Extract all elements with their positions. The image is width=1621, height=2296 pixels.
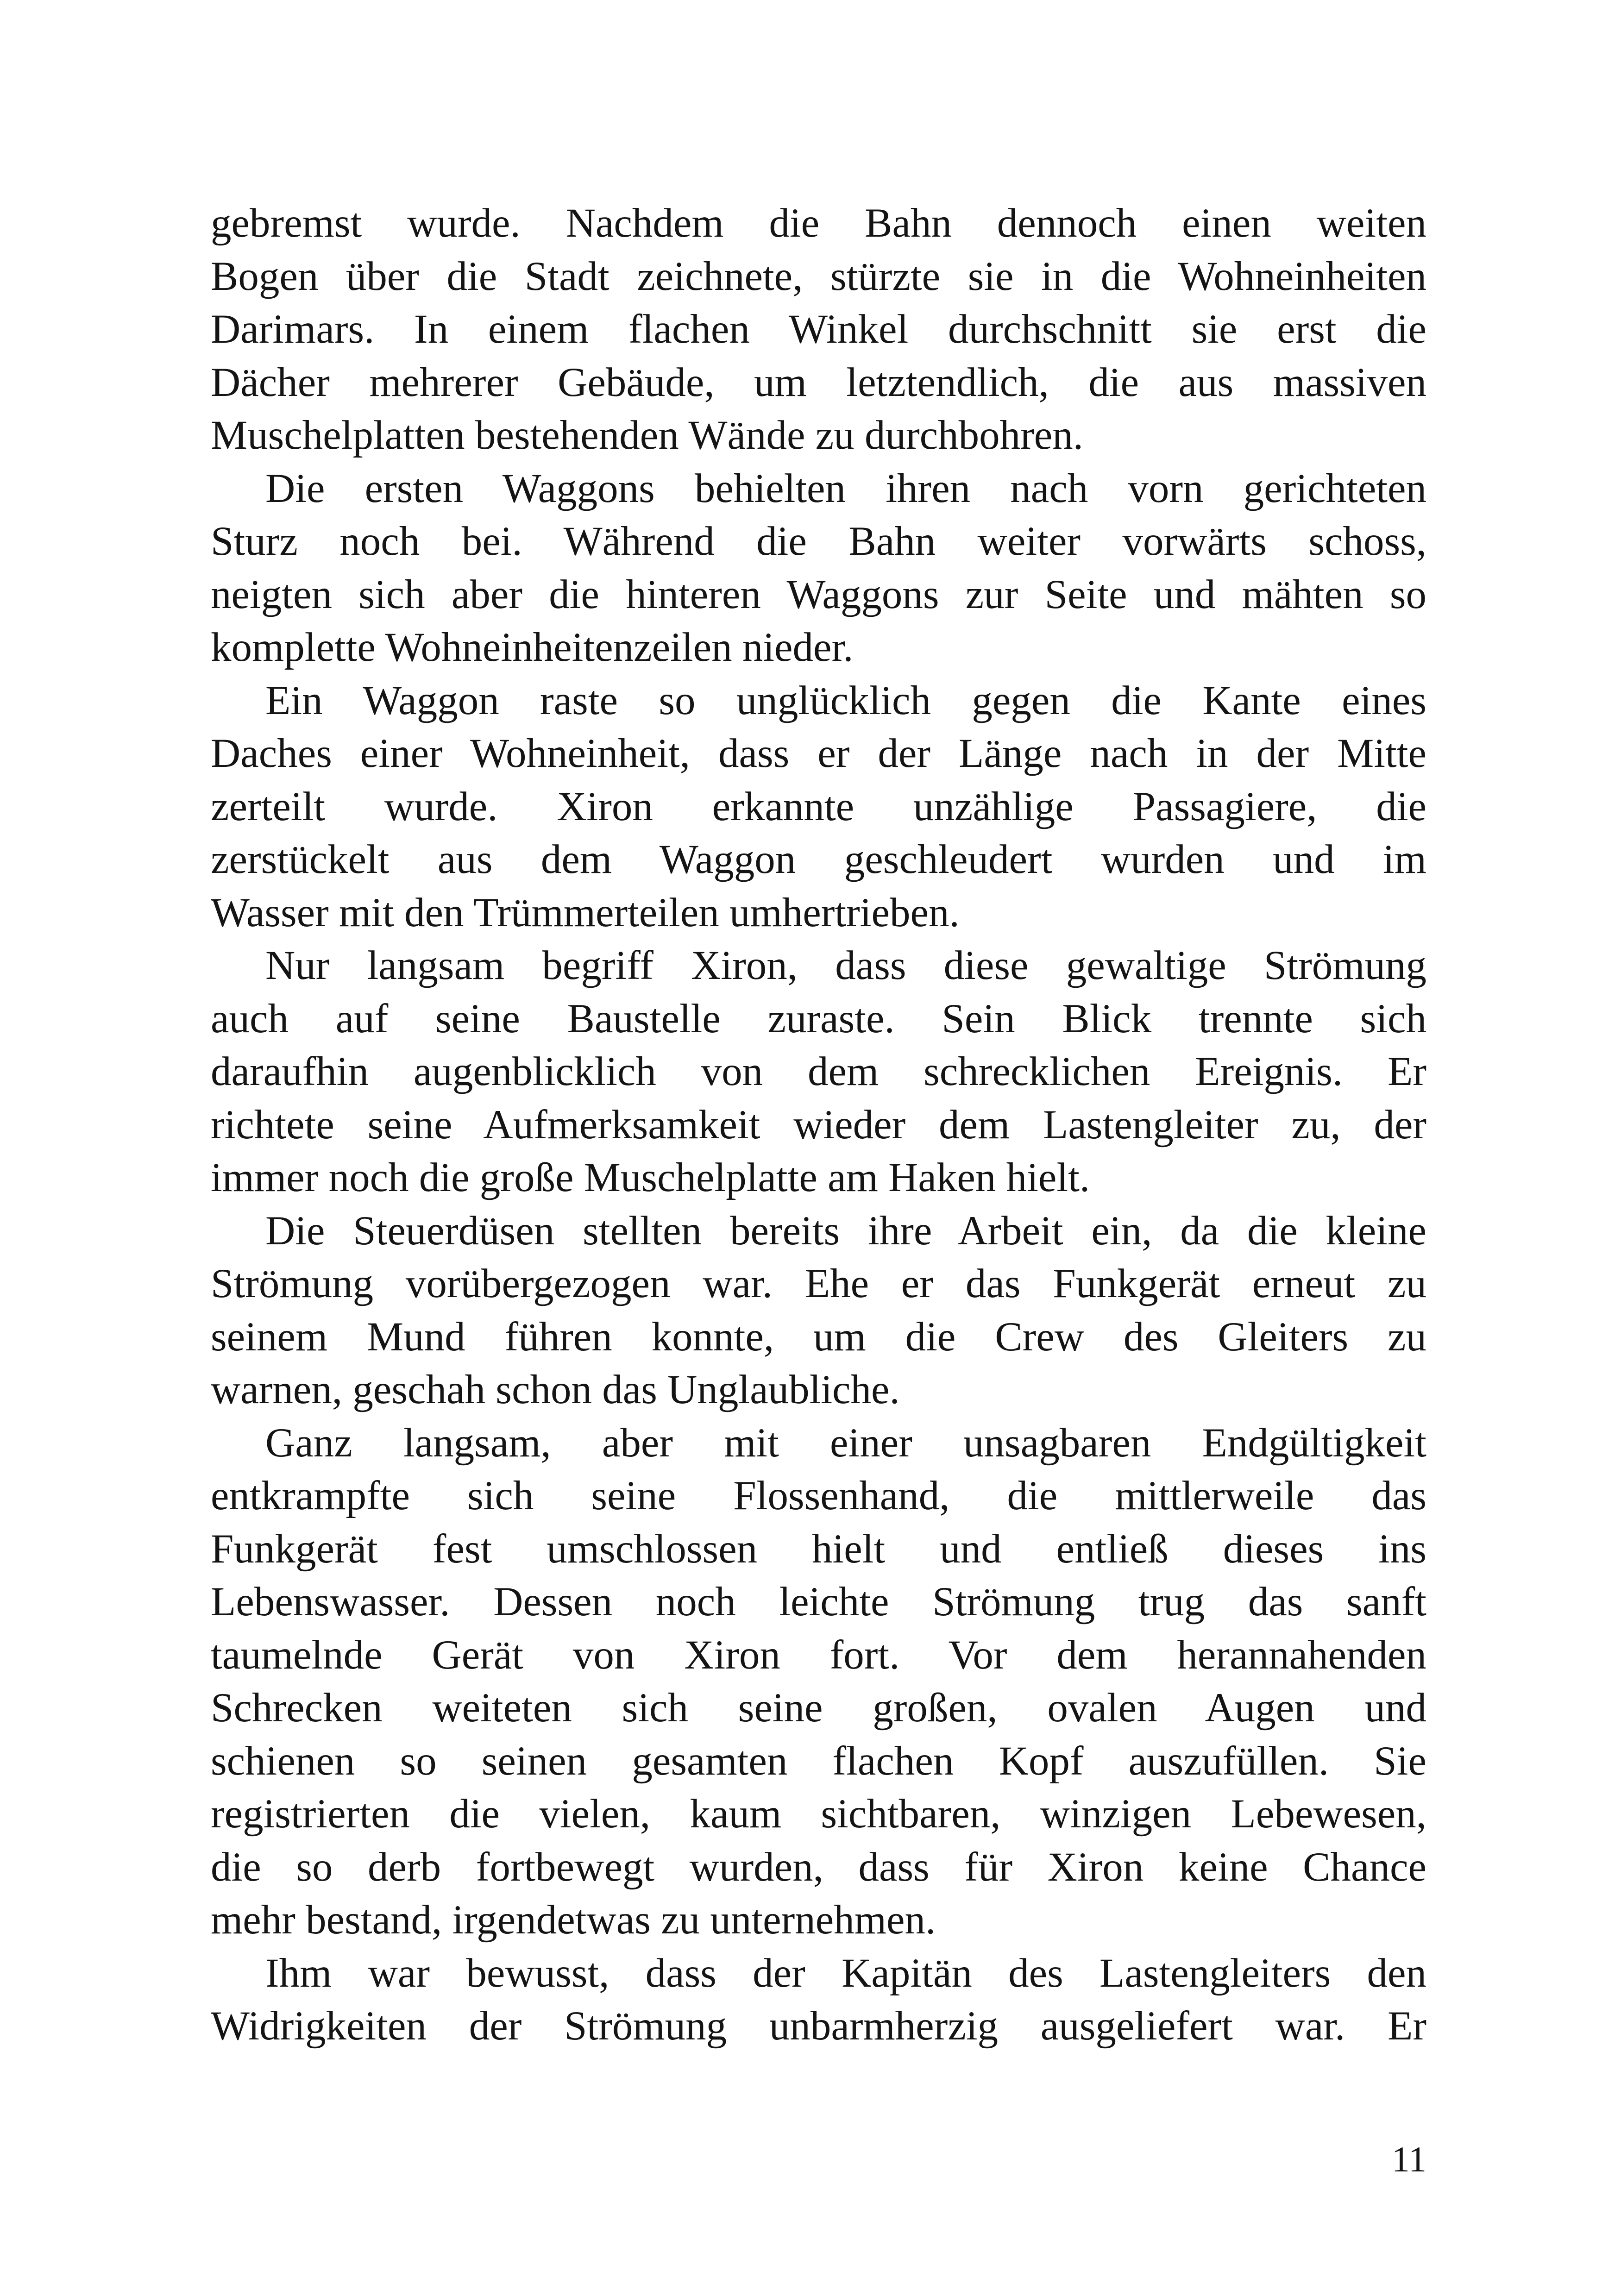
text-line: Daches einer Wohneinheit, dass er der Länge nach in der Mitte <box>211 731 1426 776</box>
text-line: Ein Waggon raste so unglücklich gegen die Kante eines <box>265 678 1426 723</box>
text-line: immer noch die große Muschelplatte am Haken hielt. <box>211 1155 1090 1200</box>
text-line: zerstückelt aus dem Waggon geschleudert wurden und im <box>211 837 1426 882</box>
text-line: Nur langsam begriff Xiron, dass diese gewaltige Strömung <box>265 943 1426 988</box>
text-line: Darimars. In einem flachen Winkel durchschnitt sie erst die <box>211 307 1426 352</box>
text-line: neigten sich aber die hinteren Waggons zur Seite und mähten so <box>211 571 1426 617</box>
text-line: gebremst wurde. Nachdem die Bahn dennoch einen weiten <box>211 201 1426 246</box>
body-text <box>211 197 1426 2053</box>
text-line: Ganz langsam, aber mit einer unsagbaren Endgültigkeit <box>265 1420 1426 1466</box>
text-line: Widrigkeiten der Strömung unbarmherzig ausgeliefert war. Er <box>211 2003 1426 2049</box>
text-line: warnen, geschah schon das Unglaubliche. <box>211 1367 900 1412</box>
text-line: Bogen über die Stadt zeichnete, stürzte sie in die Wohneinheiten <box>211 253 1426 299</box>
text-line: Lebenswasser. Dessen noch leichte Strömung trug das sanft <box>211 1579 1426 1625</box>
text-line: auch auf seine Baustelle zuraste. Sein Blick trennte sich <box>211 996 1426 1041</box>
text-line: zerteilt wurde. Xiron erkannte unzählige Passagiere, die <box>211 784 1426 829</box>
text-line: Strömung vorübergezogen war. Ehe er das Funkgerät erneut zu <box>211 1261 1426 1306</box>
text-line: registrierten die vielen, kaum sichtbaren, winzigen Lebewesen, <box>211 1791 1426 1837</box>
text-line: Wasser mit den Trümmerteilen umhertrieben. <box>211 890 960 935</box>
text-line: mehr bestand, irgendetwas zu unternehmen. <box>211 1897 936 1943</box>
text-line: Die Steuerdüsen stellten bereits ihre Arbeit ein, da die kleine <box>265 1208 1426 1254</box>
text-line: Die ersten Waggons behielten ihren nach vorn gerichteten <box>265 465 1426 511</box>
text-line: schienen so seinen gesamten flachen Kopf auszufüllen. Sie <box>211 1738 1426 1784</box>
text-line: komplette Wohneinheitenzeilen nieder. <box>211 625 854 670</box>
text-line: Muschelplatten bestehenden Wände zu durchbohren. <box>211 413 1083 458</box>
text-line: taumelnde Gerät von Xiron fort. Vor dem herannahenden <box>211 1632 1426 1678</box>
text-line: daraufhin augenblicklich von dem schrecklichen Ereignis. Er <box>211 1049 1426 1094</box>
text-line: Dächer mehrerer Gebäude, um letztendlich, die aus massiven <box>211 359 1426 405</box>
text-line: Sturz noch bei. Während die Bahn weiter vorwärts schoss, <box>211 519 1426 564</box>
text-line: die so derb fortbewegt wurden, dass für Xiron keine Chance <box>211 1844 1426 1890</box>
page-number: 11 <box>1391 2139 1426 2179</box>
text-line: richtete seine Aufmerksamkeit wieder dem Lastengleiter zu, der <box>211 1102 1426 1148</box>
text-line: entkrampfte sich seine Flossenhand, die mittlerweile das <box>211 1473 1426 1518</box>
text-line: Ihm war bewusst, dass der Kapitän des Lastengleiters den <box>265 1950 1426 1996</box>
text-line: Funkgerät fest umschlossen hielt und entließ dieses ins <box>211 1526 1426 1572</box>
text-line: Schrecken weiteten sich seine großen, ovalen Augen und <box>211 1685 1426 1731</box>
text-line: seinem Mund führen konnte, um die Crew des Gleiters zu <box>211 1314 1426 1360</box>
